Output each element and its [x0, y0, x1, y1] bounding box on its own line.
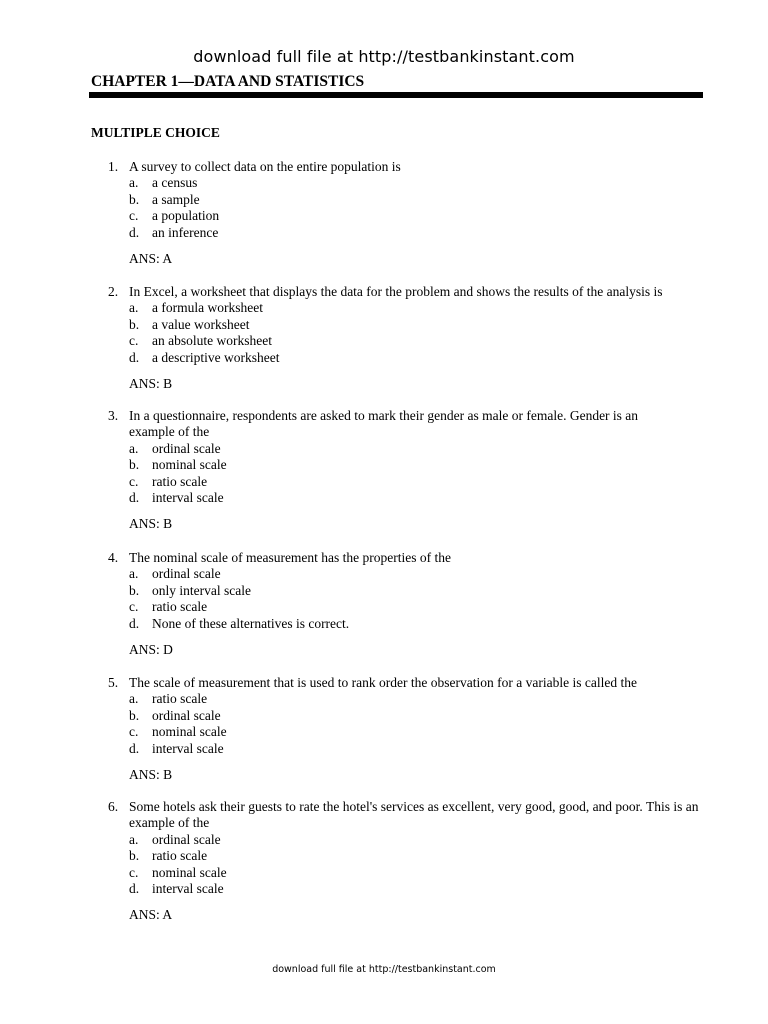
- option-letter: b.: [129, 191, 140, 207]
- option-letter: c.: [129, 724, 139, 740]
- question-stem: A survey to collect data on the entire population is: [129, 159, 401, 174]
- question-number: 5.: [108, 675, 119, 690]
- option-text: an inference: [152, 224, 219, 240]
- option-letter: a.: [129, 691, 139, 707]
- answer-key: ANS: B: [129, 376, 173, 391]
- question-number: 3.: [108, 408, 119, 423]
- option-letter: d.: [129, 615, 140, 631]
- answer-key: ANS: A: [129, 907, 173, 922]
- option-letter: a.: [129, 300, 139, 316]
- download-footer-link[interactable]: download full file at http://testbankinstant.com: [272, 964, 496, 975]
- option-text: a sample: [152, 191, 200, 207]
- question-stem: In a questionnaire, respondents are asked to mark their gender as male or female. Gender is an example of the: [129, 408, 639, 440]
- option-text: ordinal scale: [152, 707, 221, 723]
- question-number: 1.: [108, 159, 119, 174]
- option-letter: c.: [129, 473, 139, 489]
- option-text: ratio scale: [152, 848, 208, 864]
- option-text: ratio scale: [152, 599, 208, 615]
- option-text: ordinal scale: [152, 566, 221, 582]
- option-text: interval scale: [152, 489, 224, 505]
- answer-key: ANS: A: [129, 251, 173, 266]
- option-text: a population: [152, 208, 220, 224]
- option-text: interval scale: [152, 740, 224, 756]
- chapter-title: CHAPTER 1—DATA AND STATISTICS: [91, 73, 365, 90]
- option-letter: d.: [129, 349, 140, 365]
- answer-key: ANS: D: [129, 642, 173, 657]
- answer-key: ANS: B: [129, 516, 173, 531]
- option-letter: d.: [129, 489, 140, 505]
- option-text: nominal scale: [152, 864, 227, 880]
- question-number: 2.: [108, 284, 119, 299]
- option-text: a descriptive worksheet: [152, 349, 280, 365]
- question-stem: In Excel, a worksheet that displays the data for the problem and shows the results of the analysis is: [129, 284, 663, 299]
- answer-key: ANS: B: [129, 767, 173, 782]
- option-text: None of these alternatives is correct.: [152, 615, 350, 631]
- download-header-link[interactable]: download full file at http://testbankinstant.com: [193, 47, 575, 66]
- option-letter: a.: [129, 831, 139, 847]
- option-text: an absolute worksheet: [152, 333, 272, 349]
- option-text: ratio scale: [152, 473, 208, 489]
- option-text: only interval scale: [152, 582, 251, 598]
- question-stem: The scale of measurement that is used to rank order the observation for a variable is called the: [129, 675, 637, 690]
- option-letter: c.: [129, 333, 139, 349]
- option-text: ratio scale: [152, 691, 208, 707]
- option-letter: b.: [129, 848, 140, 864]
- option-letter: a.: [129, 566, 139, 582]
- option-text: nominal scale: [152, 457, 227, 473]
- option-text: nominal scale: [152, 724, 227, 740]
- option-text: interval scale: [152, 880, 224, 896]
- title-divider: [89, 92, 703, 98]
- option-text: ordinal scale: [152, 831, 221, 847]
- option-letter: d.: [129, 224, 140, 240]
- question-number: 6.: [108, 799, 119, 814]
- option-letter: a.: [129, 175, 139, 191]
- option-letter: c.: [129, 599, 139, 615]
- question-number: 4.: [108, 550, 119, 565]
- option-letter: a.: [129, 440, 139, 456]
- option-letter: b.: [129, 457, 140, 473]
- option-letter: b.: [129, 316, 140, 332]
- option-text: ordinal scale: [152, 440, 221, 456]
- option-letter: d.: [129, 880, 140, 896]
- option-text: a formula worksheet: [152, 300, 263, 316]
- option-letter: b.: [129, 582, 140, 598]
- option-text: a census: [152, 175, 198, 191]
- question-stem: Some hotels ask their guests to rate the hotel's services as excellent, very good, good, and poor. This is an example of the: [129, 799, 699, 831]
- question-stem: The nominal scale of measurement has the properties of the: [129, 550, 452, 565]
- option-letter: d.: [129, 740, 140, 756]
- option-letter: b.: [129, 707, 140, 723]
- option-letter: c.: [129, 208, 139, 224]
- section-title: MULTIPLE CHOICE: [91, 125, 220, 140]
- option-letter: c.: [129, 864, 139, 880]
- option-text: a value worksheet: [152, 316, 250, 332]
